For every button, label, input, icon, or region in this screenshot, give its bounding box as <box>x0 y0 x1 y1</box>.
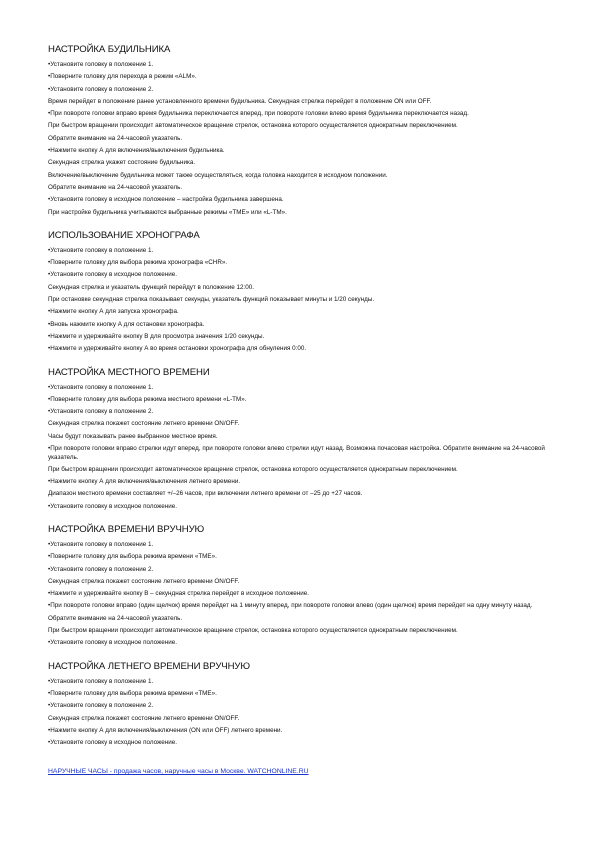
instruction-line: •Нажмите и удерживайте кнопку А во время остановки хронографа для обнуления 0:00. <box>48 345 307 353</box>
instruction-line: Часы будут показывать ранее выбранное местное время. <box>48 432 218 440</box>
instruction-line: •Установите головку в положение 2. <box>48 408 154 416</box>
instruction-line: Время перейдет в положение ранее установленного времени будильника. Секундная стрелка перейдет в положение ON или OFF. <box>48 97 432 105</box>
instruction-line: Обратите внимание на 24-часовой указатель. <box>48 183 183 191</box>
instruction-line: •Установите головку в положение 1. <box>48 677 154 685</box>
section-heading: ИСПОЛЬЗОВАНИЕ ХРОНОГРАФА <box>48 229 200 241</box>
instruction-line: Секундная стрелка и указатель функций перейдут в положение 12:00. <box>48 283 255 291</box>
instruction-line: •Нажмите кнопку А для включения/выключения (ON или OFF) летнего времени. <box>48 726 283 734</box>
instruction-line: •Нажмите кнопку А для включения/выключения летнего времени. <box>48 478 241 486</box>
section-heading: НАСТРОЙКА ЛЕТНЕГО ВРЕМЕНИ ВРУЧНУЮ <box>48 660 251 672</box>
instruction-line: •Поверните головку для выбора режима времени «TME». <box>48 553 217 561</box>
instruction-line: Секундная стрелка укажет состояние будильника. <box>48 159 196 167</box>
instruction-section <box>48 367 568 514</box>
instruction-line: При быстром вращении происходит автоматическое вращение стрелок, остановка которого осуществляется однократным переключением. <box>48 627 458 635</box>
section-heading: НАСТРОЙКА БУДИЛЬНИКА <box>48 44 171 55</box>
instruction-line: •Нажмите и удерживайте кнопку В – секундная стрелка перейдет в исходное положение. <box>48 590 310 598</box>
instruction-line: •Поверните головку для перехода в режим «ALM». <box>48 73 197 81</box>
instruction-section <box>48 44 568 219</box>
instruction-line: При быстром вращении происходит автоматическое вращение стрелок, остановка которого осуществляется однократным переключением. <box>48 122 458 130</box>
instruction-line: Секундная стрелка покажет состояние летнего времени ON/OFF. <box>48 420 240 428</box>
instruction-line: Диапазон местного времени составляет +/–26 часов, при включении летнего времени от –25 до +27 часов. <box>48 490 363 498</box>
instruction-line: •При повороте головки вправо стрелки идут вперед, при повороте головки влево стрелки идут назад. Возможна почасовая настройка. Обратите внимание на 24-часовой указатель. <box>48 444 545 461</box>
instruction-line: •Установите головку в положение 1. <box>48 383 154 391</box>
instruction-line: •Вновь нажмите кнопку А для остановки хронографа. <box>48 320 205 328</box>
document-body <box>48 44 568 761</box>
instruction-section <box>48 524 568 650</box>
instruction-line: При настройке будильника учитываются выбранные режимы «TME» или «L-TM». <box>48 208 287 216</box>
instruction-line: •Установите головку в положение 2. <box>48 85 154 93</box>
instruction-line: •Поверните головку для выбора режима хронографа «CHR». <box>48 259 228 267</box>
instruction-line: •Установите головку в исходное положение. <box>48 502 178 510</box>
instruction-line: •Установите головку в положение 1. <box>48 246 154 254</box>
instruction-line: •Нажмите кнопку А для включения/выключения будильника. <box>48 147 225 155</box>
instruction-line: •Установите головку в положение 2. <box>48 702 154 710</box>
instruction-line: •Поверните головку для выбора режима местного времени «L-TM». <box>48 395 247 403</box>
instruction-line: Секундная стрелка покажет состояние летнего времени ON/OFF. <box>48 714 240 722</box>
footer-link[interactable]: НАРУЧНЫЕ ЧАСЫ - продажа часов, наручные часы в Москве. WATCHONLINE.RU <box>48 768 309 775</box>
instruction-line: Секундная стрелка покажет состояние летнего времени ON/OFF. <box>48 577 240 585</box>
instruction-section <box>48 661 568 750</box>
instruction-line: •При повороте головки вправо (один щелчок) время перейдет на 1 минуту вперед, при повороте головки влево (один щелчок) время перейдет на одну минуту назад. <box>48 602 533 610</box>
instruction-line: •Установите головку в положение 1. <box>48 541 154 549</box>
instruction-line: •Поверните головку для выбора режима времени «TME». <box>48 690 217 698</box>
instruction-line: При быстром вращении происходит автоматическое вращение стрелок, остановка которого осуществляется однократным переключением. <box>48 465 458 473</box>
instruction-line: Обратите внимание на 24-часовой указатель. <box>48 614 183 622</box>
instruction-line: •Установите головку в положение 2. <box>48 565 154 573</box>
instruction-line: •Установите головку в исходное положение. <box>48 739 178 747</box>
instruction-line: При остановке секундная стрелка показывает секунды, указатель функций показывает минуты и 1/20 секунды. <box>48 296 375 304</box>
instruction-line: •При повороте головки вправо время будильника переключается вперед, при повороте головки влево время будильника переключается назад. <box>48 110 469 118</box>
instruction-line: •Нажмите и удерживайте кнопку В для просмотра значения 1/20 секунды. <box>48 332 265 340</box>
section-heading: НАСТРОЙКА МЕСТНОГО ВРЕМЕНИ <box>48 366 210 378</box>
instruction-section <box>48 230 568 356</box>
instruction-line: Включение/выключение будильника может также осуществляться, когда головка находится в исходном положении. <box>48 171 388 179</box>
instruction-line: •Установите головку в исходное положение. <box>48 271 178 279</box>
instruction-line: •Установите головку в исходное положение. <box>48 639 178 647</box>
instruction-line: •Нажмите кнопку А для запуска хронографа. <box>48 308 179 316</box>
instruction-line: Обратите внимание на 24-часовой указатель. <box>48 134 183 142</box>
instruction-line: •Установите головку в исходное положение – настройка будильника завершена. <box>48 196 284 204</box>
section-heading: НАСТРОЙКА ВРЕМЕНИ ВРУЧНУЮ <box>48 524 205 536</box>
instruction-line: •Установите головку в положение 1. <box>48 61 154 68</box>
